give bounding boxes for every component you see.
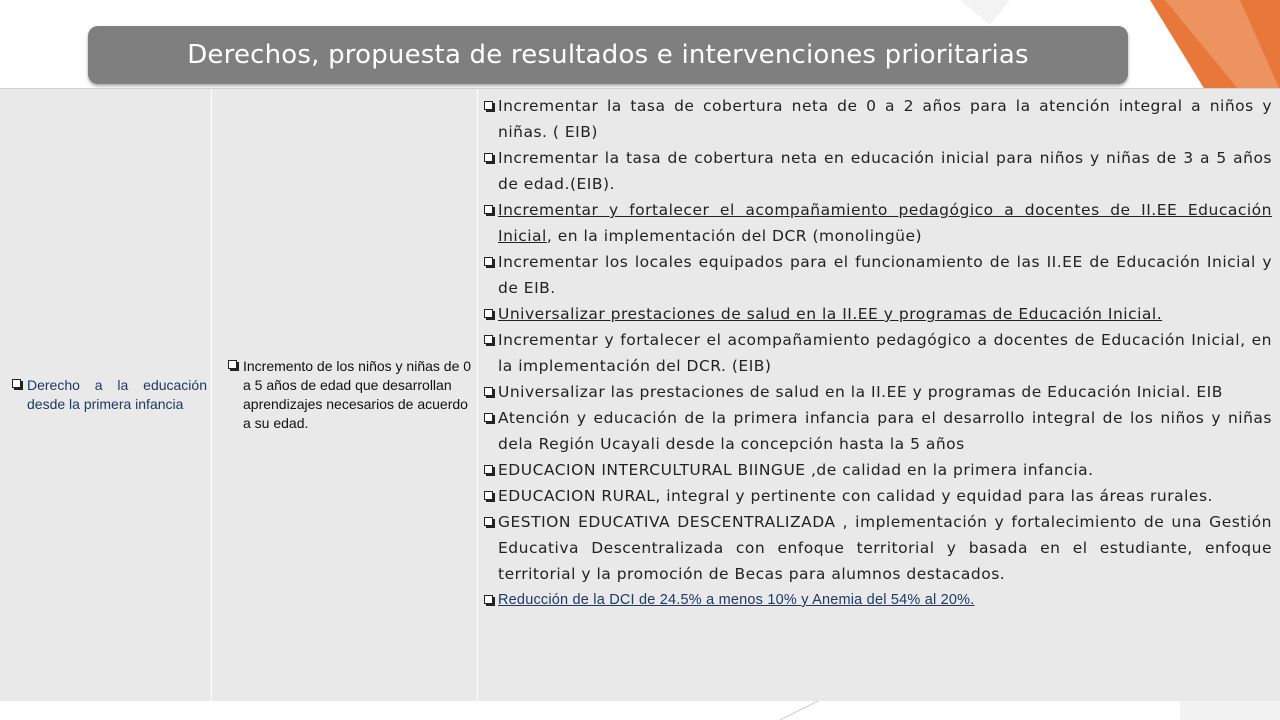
checkbox-bullet-icon — [484, 595, 493, 604]
checkbox-bullet-icon — [228, 360, 237, 369]
item-text: Universalizar las prestaciones de salud en la II.EE y programas de Educación Inicial. EIB — [498, 383, 1223, 401]
list-item — [484, 457, 1272, 483]
checkbox-bullet-icon — [484, 413, 493, 422]
title-bar — [88, 26, 1128, 84]
list-item — [484, 587, 1272, 613]
checkbox-bullet-icon — [484, 335, 493, 344]
item-text: Incrementar la tasa de cobertura neta en educación inicial para niños y niñas de 3 a 5 años de edad.(EIB). — [498, 149, 1272, 193]
checkbox-bullet-icon — [484, 465, 493, 474]
list-item — [484, 249, 1272, 301]
page-title: Derechos, propuesta de resultados e intervenciones prioritarias — [187, 40, 1029, 70]
list-item — [484, 301, 1272, 327]
item-text: EDUCACION INTERCULTURAL BIINGUE ,de calidad en la primera infancia. — [498, 461, 1094, 479]
interventions-cell — [478, 89, 1280, 701]
results-cell — [212, 89, 478, 701]
item-text: EDUCACION RURAL, integral y pertinente con calidad y equidad para las áreas rurales. — [498, 487, 1213, 505]
list-item — [484, 197, 1272, 249]
item-text: Universalizar prestaciones de salud en la II.EE y programas de Educación Inicial. — [498, 305, 1163, 323]
item-text: GESTION EDUCATIVA DESCENTRALIZADA , implementación y fortalecimiento de una Gestión Educativa Descentralizada con enfoque territorial y basada en el estudiante, enfoque territorial y la promoción de Becas para alumnos destacados. — [498, 513, 1272, 583]
item-text: Reducción de la DCI de 24.5% a menos 10% y Anemia del 54% al 20%. — [498, 592, 975, 608]
checkbox-bullet-icon — [484, 517, 493, 526]
interventions-list — [484, 93, 1272, 613]
checkbox-bullet-icon — [484, 491, 493, 500]
results-text: Incremento de los niños y niñas de 0 a 5 años de edad que desarrollan aprendizajes necesarios de acuerdo a su edad. — [243, 358, 472, 431]
checkbox-bullet-icon — [484, 205, 493, 214]
checkbox-bullet-icon — [484, 309, 493, 318]
item-text: Atención y educación de la primera infancia para el desarrollo integral de los niños y niñas dela Región Ucayali desde la concepción hasta la 5 años — [498, 409, 1272, 453]
results-bullet — [228, 357, 473, 433]
list-item — [484, 93, 1272, 145]
rights-cell — [0, 89, 212, 701]
list-item — [484, 379, 1272, 405]
checkbox-bullet-icon — [484, 153, 493, 162]
item-text: Incrementar la tasa de cobertura neta de 0 a 2 años para la atención integral a niños y niñas. ( EIB) — [498, 97, 1272, 141]
list-item — [484, 327, 1272, 379]
item-text: Incrementar y fortalecer el acompañamiento pedagógico a docentes de II.EE Educación Inicial — [498, 201, 1272, 245]
list-item — [484, 145, 1272, 197]
item-text-suffix: , en la implementación del DCR (monolingüe) — [546, 227, 923, 245]
list-item — [484, 405, 1272, 457]
content-table — [0, 88, 1280, 701]
checkbox-bullet-icon — [484, 101, 493, 110]
checkbox-bullet-icon — [484, 387, 493, 396]
list-item — [484, 509, 1272, 587]
item-text: Incrementar y fortalecer el acompañamiento pedagógico a docentes de Educación Inicial, en la implementación del DCR. (EIB) — [498, 331, 1272, 375]
item-text: Incrementar los locales equipados para el funcionamiento de las II.EE de Educación Inicial y de EIB. — [498, 253, 1272, 297]
rights-text: Derecho a la educación desde la primera infancia — [27, 377, 207, 412]
rights-bullet — [12, 376, 207, 414]
checkbox-bullet-icon — [12, 379, 21, 388]
checkbox-bullet-icon — [484, 257, 493, 266]
list-item — [484, 483, 1272, 509]
gray-shape-top — [960, 0, 1010, 25]
